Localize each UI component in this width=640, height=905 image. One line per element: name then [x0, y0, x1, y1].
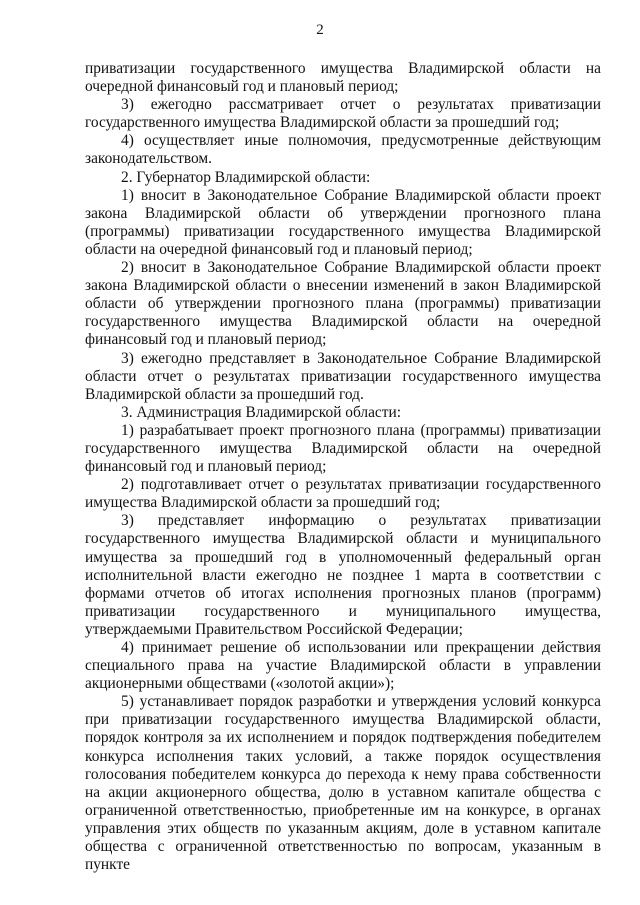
paragraph: 2) вносит в Законодательное Собрание Владимирской области проект закона Владимирской области о внесении изменений в закон Владимирской области об утверждении прогнозного плана (программы) приватизации государственного имущества Владимирской области на очередной финансовый год и плановый период;	[85, 259, 601, 349]
paragraph: 1) разрабатывает проект прогнозного плана (программы) приватизации государственного имущества Владимирской области на очередной финансовый год и плановый период;	[85, 421, 601, 476]
page-number: 2	[316, 22, 324, 38]
paragraph: 4) осуществляет иные полномочия, предусмотренные действующим законодательством.	[85, 132, 601, 168]
section-heading: 3. Администрация Владимирской области:	[121, 403, 401, 421]
paragraph: 2) подготавливает отчет о результатах приватизации государственного имущества Владимирской области за прошедший год;	[85, 476, 601, 512]
paragraph: 3) ежегодно рассматривает отчет о результатах приватизации государственного имущества Владимирской области за прошедший год;	[85, 96, 601, 132]
paragraph: 1) вносит в Законодательное Собрание Владимирской области проект закона Владимирской области об утверждении прогнозного плана (программы) приватизации государственного имущества Владимирской области на очередной финансовый год и плановый период;	[85, 186, 601, 258]
paragraph: 5) устанавливает порядок разработки и утверждения условий конкурса при приватизации государственного имущества Владимирской области, порядок контроля за их исполнением и порядок подтверждения победителем конкурса исполнения таких условий, а также порядок осуществления голосования победителем конкурса до перехода к нему права собственности на акции акционерного общества, долю в уставном капитале общества с ограниченной ответственностью, приобретенные им на конкурсе, в органах управления этих обществ по указанным акциям, доле в уставном капитале общества с ограниченной ответственностью по вопросам, указанным в пункте	[85, 693, 601, 874]
document-body	[85, 60, 601, 874]
paragraph: 4) принимает решение об использовании или прекращении действия специального права на участие Владимирской области в управлении акционерными обществами («золотой акции»);	[85, 639, 601, 693]
paragraph: 3) представляет информацию о результатах приватизации государственного имущества Владимирской области и муниципального имущества за прошедший год в уполномоченный федеральный орган исполнительной власти ежегодно не позднее 1 марта в соответствии с формами отчетов об итогах исполнения прогнозных планов (программ) приватизации государственного и муниципального имущества, утверждаемыми Правительством Российской Федерации;	[85, 512, 601, 638]
paragraph: 3) ежегодно представляет в Законодательное Собрание Владимирской области отчет о результатах приватизации государственного имущества Владимирской области за прошедший год.	[85, 349, 601, 403]
section-heading: 2. Губернатор Владимирской области:	[121, 168, 371, 186]
paragraph-continuation: приватизации государственного имущества Владимирской области на очередной финансовый год и плановый период;	[85, 60, 601, 96]
